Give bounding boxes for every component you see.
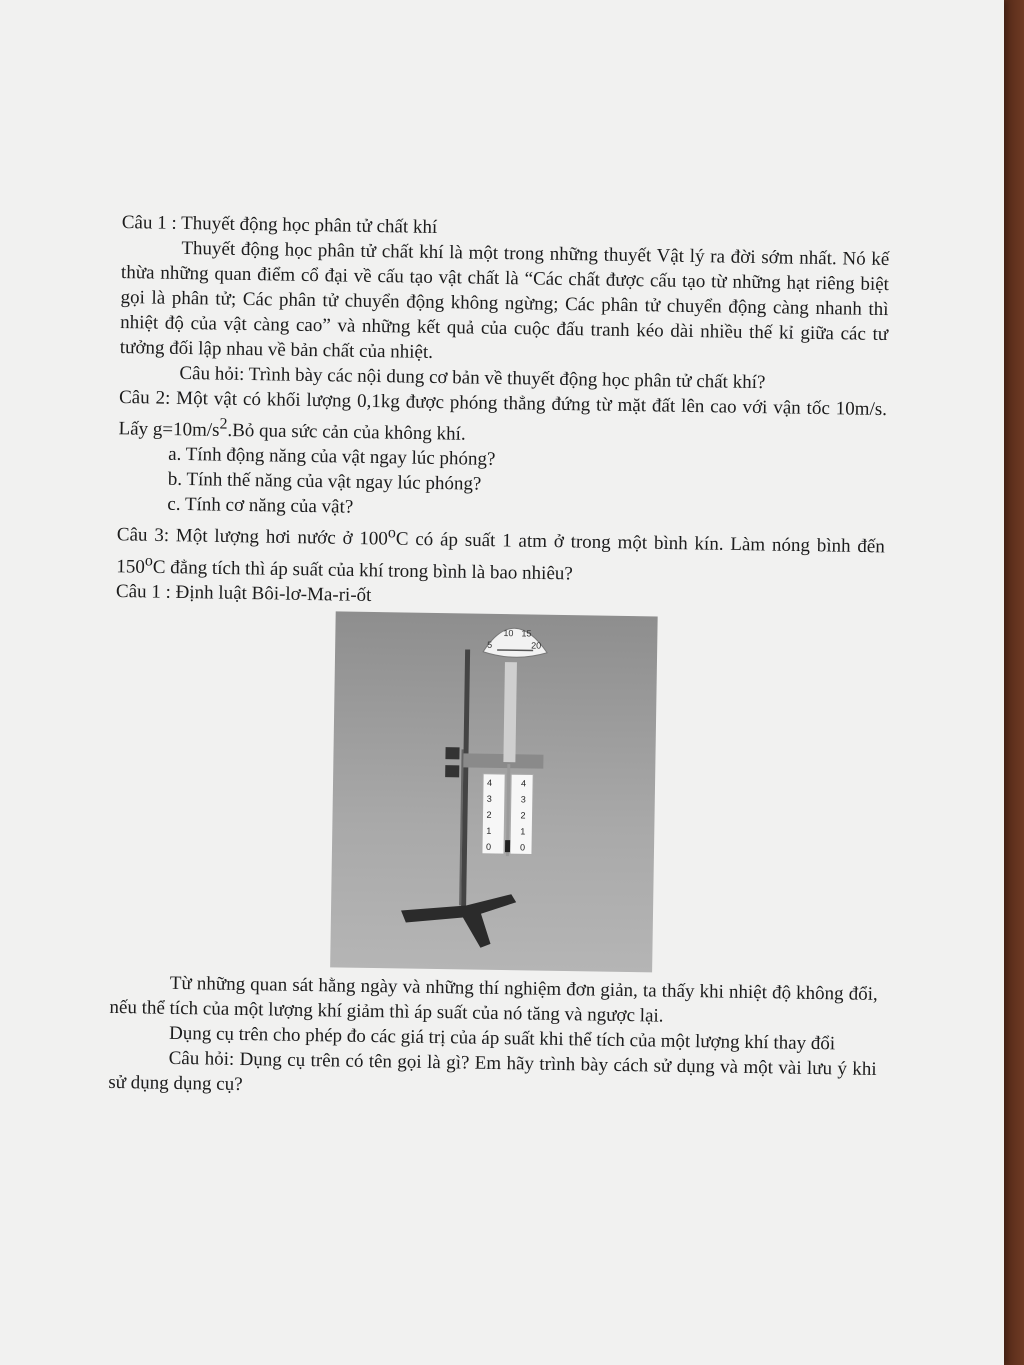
q2-item-c: c. Tính cơ năng của vật? <box>167 494 354 518</box>
gauge-label-20: 20 <box>531 640 542 651</box>
q2-item-a: a. Tính động năng của vật ngay lúc phóng? <box>167 444 496 471</box>
q3-degree-1: o <box>387 524 397 542</box>
document-content <box>108 210 890 1107</box>
q2-exponent: 2 <box>219 415 228 433</box>
q2-item-b: b. Tính thế năng của vật ngay lúc phóng? <box>167 469 482 496</box>
apparatus-photo <box>330 611 658 972</box>
scale-left-tick: 4 <box>486 777 493 788</box>
q3-part-1: Câu 3: Một lượng hơi nước ở 100 <box>116 524 389 550</box>
clamp-screw-bottom <box>445 765 459 777</box>
gauge-label-5: 5 <box>487 639 493 650</box>
mercury-column <box>505 840 510 852</box>
q3-part-3: C đẳng tích thì áp suất của khí trong bình là bao nhiêu? <box>152 556 573 585</box>
q4-title: Câu 1 : Định luật Bôi-lơ-Ma-ri-ốt <box>115 580 372 606</box>
q1-title: Câu 1 : Thuyết động học phân tử chất khí <box>121 211 438 238</box>
gauge-label-10: 10 <box>503 628 514 639</box>
tripod-base <box>400 892 516 948</box>
q2-text-a: Câu 2: Một vật có khối lượng 0,1kg được phóng thẳng đứng từ mặt đất lên cao với vận tốc 10m/s. Lấy g=10m/s <box>118 386 888 441</box>
q1-paragraph: Thuyết động học phân tử chất khí là một trong những thuyết Vật lý ra đời sớm nhất. Nó kế thừa những quan điểm cổ đại về cấu tạo vật chất là “Các chất được cấu tạo từ những hạt riêng biệt gọi là phân tử; Các phân tử chuyển động không ngừng; Các phân tử chuyển động càng nhanh thì nhiệt độ của vật càng cao” và những kết quả của cuộc đấu tranh kéo dài nhiều thế kỉ giữa các tư tưởng đối lập nhau về bản chất của nhiệt. <box>119 237 890 363</box>
gauge-needle <box>497 650 533 651</box>
scale-right-tick: 4 <box>520 778 527 789</box>
gauge-stem <box>503 662 517 762</box>
gauge-label-15: 15 <box>521 628 532 639</box>
scale-left-tick: 2 <box>486 809 492 820</box>
scale-right-tick: 1 <box>520 826 526 837</box>
q3-part-2: C có áp suất 1 atm ở trong một bình kín. Làm nóng bình đến 150 <box>116 528 885 578</box>
scale-right-tick: 0 <box>519 842 526 853</box>
scale-right-tick: 3 <box>520 794 526 805</box>
scale-left-tick: 1 <box>486 825 492 836</box>
q4-question: Câu hỏi: Dụng cụ trên có tên gọi là gì? Em hãy trình bày cách sử dụng và một vài lưu ý khi sử dụng dụng cụ? <box>108 1047 877 1095</box>
scale-right-tick: 2 <box>520 810 526 821</box>
scale-left-tick: 3 <box>486 793 492 804</box>
clamp-screw-top <box>445 747 459 759</box>
q4-paragraph-1: Từ những quan sát hằng ngày và những thí nghiệm đơn giản, ta thấy khi nhiệt độ không đổi, nếu thể tích của một lượng khí giảm thì áp suất của nó tăng và ngược lại. <box>109 972 878 1027</box>
scale-left-tick: 0 <box>485 841 492 852</box>
q4-paragraph-2: Dụng cụ trên cho phép đo các giá trị của áp suất khi thể tích của một lượng khí thay đổi <box>168 1022 836 1055</box>
q3-degree-2: o <box>144 552 154 570</box>
q2-text-b: .Bỏ qua sức cản của không khí. <box>227 420 466 445</box>
boyle-apparatus-illustration <box>330 611 658 972</box>
q1-question: Câu hỏi: Trình bày các nội dung cơ bản về thuyết động học phân tử chất khí? <box>179 362 766 394</box>
